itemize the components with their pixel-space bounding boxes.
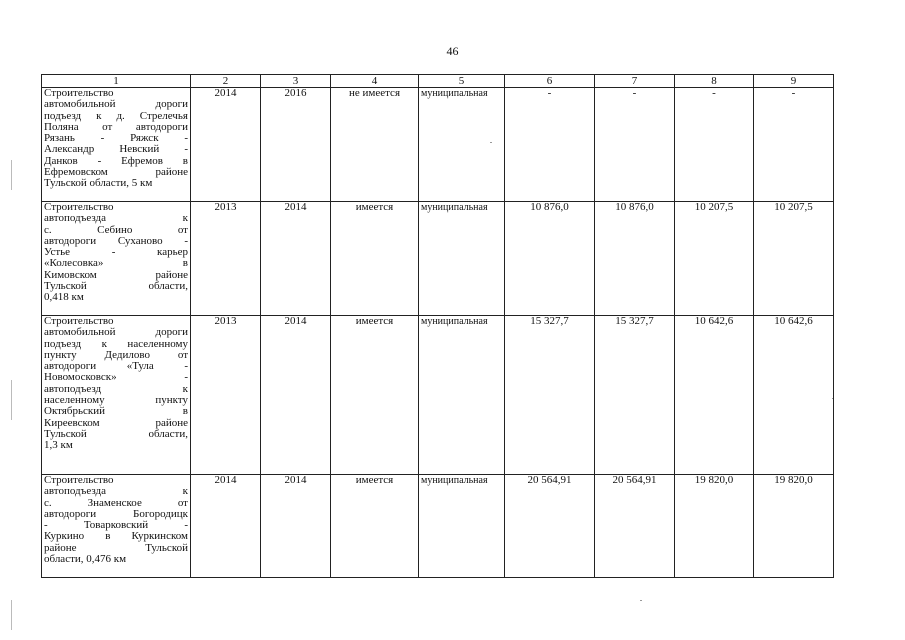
name-line: Рязань - Ряжск - bbox=[44, 132, 188, 145]
name-line: Новомосковск» - bbox=[44, 371, 188, 384]
value-cell-6: 15 327,7 bbox=[505, 316, 595, 475]
column-header: 3 bbox=[261, 75, 331, 88]
ownership-cell: муниципальная bbox=[419, 88, 505, 202]
name-line: районе Тульской bbox=[44, 541, 188, 554]
value-cell-9: 19 820,0 bbox=[754, 475, 834, 578]
name-line: Устье - карьер bbox=[44, 246, 188, 259]
table-row bbox=[42, 88, 834, 202]
value-cell-6: 20 564,91 bbox=[505, 475, 595, 578]
start-year-cell: 2013 bbox=[191, 202, 261, 316]
value-cell-8: 10 642,6 bbox=[675, 316, 754, 475]
column-header: 1 bbox=[42, 75, 191, 88]
name-line: Куркино в Куркинском bbox=[44, 530, 188, 543]
end-year-cell: 2014 bbox=[261, 475, 331, 578]
name-line: пункту Дедилово от bbox=[44, 348, 188, 361]
estimate-cell: имеется bbox=[331, 316, 419, 475]
data-table bbox=[41, 74, 834, 578]
value-cell-8: 10 207,5 bbox=[675, 202, 754, 316]
name-line: автоподъезда к bbox=[44, 212, 188, 225]
column-header: 2 bbox=[191, 75, 261, 88]
name-line: Строительство bbox=[44, 201, 114, 213]
name-line: автомобильной дороги bbox=[44, 98, 188, 111]
name-line: Октябрьский в bbox=[44, 405, 188, 418]
end-year-cell: 2014 bbox=[261, 316, 331, 475]
estimate-cell: имеется bbox=[331, 202, 419, 316]
value-cell-9: 10 642,6 bbox=[754, 316, 834, 475]
left-margin-mark bbox=[11, 380, 12, 420]
name-line: Тульской области, bbox=[44, 427, 188, 440]
name-line: 0,418 км bbox=[44, 291, 84, 304]
name-line: автоподъезд к bbox=[44, 382, 188, 395]
name-line: автоподъезда к bbox=[44, 485, 188, 498]
column-header: 5 bbox=[419, 75, 505, 88]
name-line: автодороги «Тула - bbox=[44, 360, 188, 373]
column-header: 8 bbox=[675, 75, 754, 88]
name-line: Киреевском районе bbox=[44, 416, 188, 429]
left-margin-mark bbox=[11, 600, 12, 630]
end-year-cell: 2014 bbox=[261, 202, 331, 316]
name-line: «Колесовка» в bbox=[44, 257, 188, 270]
name-line: Тульской области, bbox=[44, 280, 188, 293]
header-row bbox=[42, 75, 834, 88]
ownership-cell: муниципальная bbox=[419, 316, 505, 475]
object-name-cell bbox=[42, 202, 191, 316]
object-name-cell bbox=[42, 475, 191, 578]
name-line: подъезд к д. Стрелечья bbox=[44, 109, 188, 122]
name-line: автодороги Суханово - bbox=[44, 234, 188, 247]
estimate-cell: имеется bbox=[331, 475, 419, 578]
left-margin-mark bbox=[11, 160, 12, 190]
ownership-cell: муниципальная bbox=[419, 202, 505, 316]
value-cell-7: - bbox=[595, 88, 675, 202]
column-header: 7 bbox=[595, 75, 675, 88]
estimate-cell: не имеется bbox=[331, 88, 419, 202]
table-row bbox=[42, 202, 834, 316]
column-header: 9 bbox=[754, 75, 834, 88]
name-line: Строительство bbox=[44, 474, 114, 486]
name-line: 1,3 км bbox=[44, 439, 73, 452]
value-cell-8: - bbox=[675, 88, 754, 202]
name-line: Тульской области, 5 км bbox=[44, 177, 153, 190]
start-year-cell: 2014 bbox=[191, 475, 261, 578]
column-header: 4 bbox=[331, 75, 419, 88]
value-cell-7: 20 564,91 bbox=[595, 475, 675, 578]
value-cell-6: - bbox=[505, 88, 595, 202]
page-number: 46 bbox=[446, 44, 459, 58]
object-name-cell bbox=[42, 316, 191, 475]
value-cell-7: 15 327,7 bbox=[595, 316, 675, 475]
start-year-cell: 2014 bbox=[191, 88, 261, 202]
scan-speck bbox=[640, 600, 642, 601]
value-cell-7: 10 876,0 bbox=[595, 202, 675, 316]
value-cell-9: 10 207,5 bbox=[754, 202, 834, 316]
name-line: автодороги Богородицк bbox=[44, 507, 188, 520]
name-line: Строительство bbox=[44, 87, 114, 99]
name-line: автомобильной дороги bbox=[44, 326, 188, 339]
name-line: - Товарковский - bbox=[44, 519, 188, 532]
name-line: с. Знаменское от bbox=[44, 496, 188, 509]
name-line: области, 0,476 км bbox=[44, 553, 127, 566]
value-cell-8: 19 820,0 bbox=[675, 475, 754, 578]
name-line: Данков - Ефремов в bbox=[44, 154, 188, 167]
table-row bbox=[42, 316, 834, 475]
name-line: Ефремовском районе bbox=[44, 166, 188, 179]
start-year-cell: 2013 bbox=[191, 316, 261, 475]
name-line: населенному пункту bbox=[44, 394, 188, 407]
name-line: Кимовском районе bbox=[44, 268, 188, 281]
value-cell-9: - bbox=[754, 88, 834, 202]
object-name-cell bbox=[42, 88, 191, 202]
name-line: Александр Невский - bbox=[44, 143, 188, 156]
end-year-cell: 2016 bbox=[261, 88, 331, 202]
value-cell-6: 10 876,0 bbox=[505, 202, 595, 316]
name-line: Строительство bbox=[44, 315, 114, 327]
name-line: подъезд к населенному bbox=[44, 337, 188, 350]
table-row bbox=[42, 475, 834, 578]
name-line: Поляна от автодороги bbox=[44, 120, 188, 133]
ownership-cell: муниципальная bbox=[419, 475, 505, 578]
name-line: с. Себино от bbox=[44, 223, 188, 236]
column-header: 6 bbox=[505, 75, 595, 88]
